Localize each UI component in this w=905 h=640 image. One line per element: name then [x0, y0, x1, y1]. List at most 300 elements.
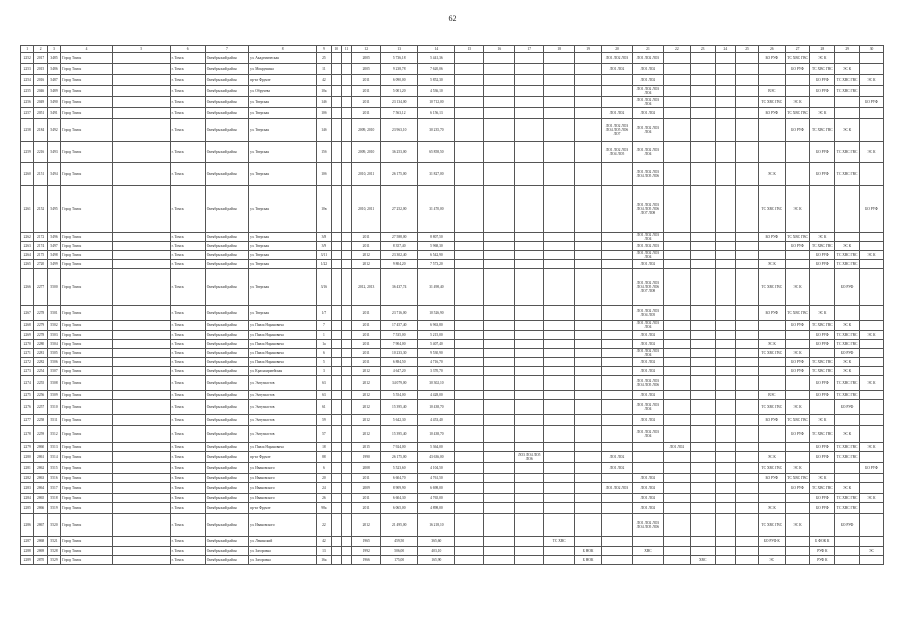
table-cell: 43 636,00 [418, 451, 455, 462]
table-cell [341, 242, 351, 251]
table-cell: Город Томск [61, 513, 113, 536]
table-cell [663, 242, 690, 251]
table-cell [736, 142, 759, 163]
table-cell [455, 97, 484, 108]
table-cell [715, 482, 736, 493]
table-cell [341, 375, 351, 390]
table-cell: 14б [317, 97, 331, 108]
table-cell: 21 495,00 [381, 513, 418, 536]
table-cell: ул. Ивановского [249, 482, 317, 493]
table-cell [331, 473, 341, 482]
table-cell [663, 536, 690, 546]
table-cell: Октябрьский район [205, 260, 248, 269]
table-cell [736, 390, 759, 399]
table-cell: ТС ХВС ГВС [758, 348, 785, 357]
table-cell: 2012 [352, 366, 381, 375]
table-cell [736, 108, 759, 119]
table-cell: 2012 [352, 399, 381, 414]
table-cell: 5495 [47, 186, 60, 233]
table-cell: 20 [317, 473, 331, 482]
table-cell [331, 390, 341, 399]
table-cell: 2861 [34, 451, 47, 462]
table-cell [112, 482, 170, 493]
table-cell: 2011 [352, 348, 381, 357]
table-cell [575, 493, 602, 502]
table-cell: Город Томск [61, 339, 113, 348]
table-cell: ЭС К [785, 462, 810, 473]
table-cell [663, 330, 690, 339]
table-cell [663, 390, 690, 399]
table-cell: 2866 [34, 502, 47, 513]
table-cell: ЛО1 ЛО2 [663, 442, 690, 451]
table-cell: 7 535,00 [381, 330, 418, 339]
table-cell [758, 75, 785, 86]
table-cell [331, 357, 341, 366]
table-cell: 2011 [352, 108, 381, 119]
table-cell [860, 390, 884, 399]
table-cell: 2012 [352, 425, 381, 442]
table-cell: БО РУФ [785, 357, 810, 366]
column-header: 12 [352, 46, 381, 53]
table-cell: 1966 [352, 555, 381, 564]
table-cell [575, 462, 602, 473]
table-cell: ЛО1 ЛО2 [602, 108, 633, 119]
table-cell: г. Томск [170, 451, 205, 462]
table-cell [690, 233, 715, 242]
table-cell [455, 242, 484, 251]
table-cell: 2268 [21, 321, 34, 330]
table-cell: 2172 [34, 233, 47, 242]
table-cell [341, 260, 351, 269]
table-cell: ТС ХВС ГВС [835, 330, 860, 339]
table-cell [715, 414, 736, 425]
table-cell: Октябрьский район [205, 546, 248, 555]
table-cell: г. Томск [170, 555, 205, 564]
table-cell: 3 370,70 [418, 366, 455, 375]
table-cell [112, 546, 170, 555]
table-cell [715, 399, 736, 414]
table-cell: БО РУФ [810, 442, 835, 451]
table-cell [785, 546, 810, 555]
table-cell [663, 186, 690, 233]
column-header: 5 [112, 46, 170, 53]
table-cell: ул. Тверская [249, 306, 317, 321]
table-cell [602, 260, 633, 269]
table-cell: Октябрьский район [205, 493, 248, 502]
table-cell: 7 620,06 [418, 64, 455, 75]
table-cell [715, 269, 736, 306]
table-cell [455, 357, 484, 366]
table-cell: 3 [317, 366, 331, 375]
table-cell [860, 425, 884, 442]
table-cell: 403,10 [418, 546, 455, 555]
table-cell [484, 260, 515, 269]
table-row [21, 555, 884, 564]
table-cell [331, 306, 341, 321]
table-cell [112, 321, 170, 330]
table-cell [341, 163, 351, 186]
table-cell: 10в [317, 186, 331, 233]
table-cell [663, 462, 690, 473]
table-cell: Город Томск [61, 425, 113, 442]
table-cell [860, 260, 884, 269]
table-cell: 2011 [352, 306, 381, 321]
table-cell: 2868 [34, 536, 47, 546]
table-cell: 2254 [21, 75, 34, 86]
table-cell [112, 330, 170, 339]
table-cell [455, 119, 484, 142]
table-cell: 5529 [47, 555, 60, 564]
table-cell: ул. Тверская [249, 119, 317, 142]
table-cell [785, 493, 810, 502]
table-cell [602, 493, 633, 502]
table-cell: 3/16 [317, 269, 331, 306]
table-cell [544, 75, 575, 86]
table-cell [515, 513, 544, 536]
table-cell [690, 546, 715, 555]
table-cell [575, 75, 602, 86]
table-cell [785, 163, 810, 186]
table-cell [484, 108, 515, 119]
table-cell: БО РУФ [810, 260, 835, 269]
table-cell [690, 97, 715, 108]
table-cell [455, 186, 484, 233]
table-cell [715, 64, 736, 75]
table-cell [715, 233, 736, 242]
table-cell [544, 119, 575, 142]
table-cell [736, 348, 759, 357]
table-cell: ЭС [860, 546, 884, 555]
table-cell: Город Томск [61, 64, 113, 75]
table-cell: г. Томск [170, 330, 205, 339]
table-cell [455, 399, 484, 414]
table-cell: г. Томск [170, 321, 205, 330]
table-cell [331, 330, 341, 339]
table-cell: 165,90 [418, 555, 455, 564]
column-header: 28 [810, 46, 835, 53]
table-cell [575, 186, 602, 233]
table-cell: 5504 [47, 339, 60, 348]
table-cell [632, 442, 663, 451]
table-cell [515, 86, 544, 97]
table-cell: БО РУФ [810, 330, 835, 339]
table-cell: 2259 [34, 425, 47, 442]
table-cell [690, 242, 715, 251]
column-header: 3 [47, 46, 60, 53]
column-header: 1 [21, 46, 34, 53]
table-cell [575, 108, 602, 119]
table-cell: 42 [317, 536, 331, 546]
table-cell [810, 513, 835, 536]
table-cell: г. Томск [170, 414, 205, 425]
table-cell: ЛО1 ЛО2 ЛО3 [602, 53, 633, 64]
table-cell [515, 442, 544, 451]
table-cell: 2267 [21, 306, 34, 321]
table-cell [515, 399, 544, 414]
table-cell [690, 513, 715, 536]
table-cell [715, 321, 736, 330]
table-cell: Октябрьский район [205, 451, 248, 462]
table-cell [860, 348, 884, 357]
table-cell: г. Томск [170, 390, 205, 399]
table-cell: 5 642,30 [381, 414, 418, 425]
table-row [21, 242, 884, 251]
table-cell: 18 [317, 442, 331, 451]
table-cell: ТС ХВС ГВС [810, 482, 835, 493]
table-cell: ЭС К [860, 75, 884, 86]
table-cell: 63 [317, 390, 331, 399]
table-cell [112, 425, 170, 442]
table-cell: 57 [317, 425, 331, 442]
table-cell: ТС ХВС [544, 536, 575, 546]
table-cell [331, 442, 341, 451]
table-cell [341, 366, 351, 375]
table-cell: ул. Тверская [249, 108, 317, 119]
table-row [21, 425, 884, 442]
table-cell: 2258 [21, 119, 34, 142]
table-cell: ТС ХВС ГВС [835, 260, 860, 269]
table-cell [602, 555, 633, 564]
table-cell [663, 64, 690, 75]
table-row [21, 142, 884, 163]
table-cell: 4 898,00 [418, 502, 455, 513]
table-cell [341, 502, 351, 513]
table-cell: ЛО1 ЛО2 ЛО3 ЛО4 ЛО5 ЛО6 [632, 375, 663, 390]
table-cell [331, 186, 341, 233]
table-cell: 5515 [47, 462, 60, 473]
table-cell: 5496 [47, 233, 60, 242]
table-cell: ЭС К [860, 375, 884, 390]
table-cell [575, 482, 602, 493]
table-cell: ТС ХВС ГВС [835, 442, 860, 451]
table-cell: Октябрьский район [205, 242, 248, 251]
table-cell: Город Томск [61, 330, 113, 339]
table-cell: Город Томск [61, 348, 113, 357]
table-cell: ул. Энтузиастов [249, 390, 317, 399]
table-cell [112, 451, 170, 462]
table-cell [860, 555, 884, 564]
table-cell: Город Томск [61, 75, 113, 86]
table-cell [860, 269, 884, 306]
table-cell: 26 [317, 493, 331, 502]
table-cell: ЭС К [835, 482, 860, 493]
table-cell [602, 233, 633, 242]
column-header: 21 [632, 46, 663, 53]
table-cell: 2011 [352, 473, 381, 482]
table-cell: 63 [317, 375, 331, 390]
table-cell: 2277 [34, 269, 47, 306]
table-cell [860, 86, 884, 97]
table-cell [575, 97, 602, 108]
table-cell [544, 260, 575, 269]
table-cell [810, 348, 835, 357]
table-cell: ЛО1 ЛО2 [632, 330, 663, 339]
table-cell: 5513 [47, 442, 60, 451]
table-cell: 2284 [21, 493, 34, 502]
table-cell [602, 330, 633, 339]
table-cell [663, 451, 690, 462]
table-cell [663, 108, 690, 119]
table-cell: ЛО1 ЛО2 [632, 493, 663, 502]
table-cell: Город Томск [61, 390, 113, 399]
table-cell [484, 414, 515, 425]
table-cell: 2012 [352, 260, 381, 269]
table-cell: ЛО1 ЛО2 ЛО3 ЛО4 [632, 119, 663, 142]
table-cell: Город Томск [61, 451, 113, 462]
table-cell: 10 438,70 [418, 399, 455, 414]
table-cell: ТС ХВС ГВС [835, 375, 860, 390]
table-cell [515, 357, 544, 366]
table-cell [758, 366, 785, 375]
table-cell: БО РУФ [785, 425, 810, 442]
table-cell: пр-кт Фрунзе [249, 502, 317, 513]
table-cell: ЛО1 ЛО2 [632, 64, 663, 75]
table-cell: 2869 [34, 546, 47, 555]
table-cell [690, 493, 715, 502]
table-cell [736, 321, 759, 330]
table-cell: ул. Ленинский [249, 536, 317, 546]
table-cell: Город Томск [61, 186, 113, 233]
table-row [21, 357, 884, 366]
table-cell [455, 321, 484, 330]
table-cell: ЭС К [785, 399, 810, 414]
table-cell: ТС ХВС ГВС [758, 462, 785, 473]
table-cell [736, 555, 759, 564]
table-cell [331, 251, 341, 260]
table-cell: 5502 [47, 321, 60, 330]
table-cell [736, 366, 759, 375]
table-cell [736, 502, 759, 513]
table-cell [690, 414, 715, 425]
table-cell [715, 108, 736, 119]
table-cell: 2263 [21, 242, 34, 251]
table-cell [736, 53, 759, 64]
table-cell [860, 357, 884, 366]
table-cell [112, 142, 170, 163]
table-cell [544, 482, 575, 493]
table-cell: БО РУФ [810, 493, 835, 502]
table-cell [112, 251, 170, 260]
table-cell [515, 53, 544, 64]
table-cell [690, 251, 715, 260]
table-cell [736, 97, 759, 108]
table-cell: 2255 [21, 86, 34, 97]
table-cell: ЛО1 ЛО2 ЛО3 ЛО4 ЛО5 ЛО6 ЛО7 [602, 119, 633, 142]
table-row [21, 64, 884, 75]
table-cell [331, 399, 341, 414]
table-cell [758, 242, 785, 251]
table-cell: ЛО1 ЛО2 ЛО3 ЛО4 [632, 425, 663, 442]
table-cell: 5 001,20 [381, 86, 418, 97]
table-cell: ЛО1 ЛО2 [602, 451, 633, 462]
table-cell [860, 482, 884, 493]
table-cell: г. Томск [170, 269, 205, 306]
table-cell [515, 482, 544, 493]
table-cell [860, 306, 884, 321]
table-cell: ЭС К [810, 233, 835, 242]
table-cell [575, 251, 602, 260]
table-cell [663, 473, 690, 482]
table-cell: ЭС К [785, 513, 810, 536]
table-cell: ул. Обручева [249, 86, 317, 97]
table-cell [331, 242, 341, 251]
table-cell: ЛО1 ЛО2 ЛО3 ЛО4 [632, 86, 663, 97]
table-cell: ул. Энтузиастов [249, 399, 317, 414]
table-cell [515, 493, 544, 502]
table-cell [484, 399, 515, 414]
column-header: 18 [544, 46, 575, 53]
table-cell [455, 375, 484, 390]
table-cell: 6 963,80 [418, 321, 455, 330]
table-cell [455, 555, 484, 564]
table-cell: г. Томск [170, 357, 205, 366]
table-cell [715, 473, 736, 482]
table-cell [736, 86, 759, 97]
table-cell [632, 536, 663, 546]
table-cell [544, 242, 575, 251]
table-cell: Октябрьский район [205, 119, 248, 142]
table-cell: 2012 [352, 390, 381, 399]
table-cell [602, 442, 633, 451]
table-cell [575, 357, 602, 366]
table-cell [663, 251, 690, 260]
table-cell: г. Томск [170, 442, 205, 451]
table-cell: 2285 [21, 502, 34, 513]
table-row [21, 251, 884, 260]
table-cell: Город Томск [61, 482, 113, 493]
table-cell [690, 462, 715, 473]
table-cell [690, 64, 715, 75]
table-cell: 2011 [352, 242, 381, 251]
table-cell [331, 339, 341, 348]
table-cell: 2011 [352, 357, 381, 366]
table-cell [736, 482, 759, 493]
table-cell [484, 86, 515, 97]
column-header: 11 [341, 46, 351, 53]
table-cell [112, 306, 170, 321]
table-cell: ул. Ивановского [249, 513, 317, 536]
table-cell: 5489 [47, 86, 60, 97]
table-cell: РУФ К [810, 555, 835, 564]
table-cell [602, 339, 633, 348]
table-cell [515, 119, 544, 142]
table-cell [331, 97, 341, 108]
table-row [21, 86, 884, 97]
table-cell [663, 425, 690, 442]
table-cell [690, 536, 715, 546]
table-cell [575, 375, 602, 390]
table-cell: Город Томск [61, 269, 113, 306]
table-cell [736, 375, 759, 390]
table-cell: 2151 [34, 163, 47, 186]
table-row [21, 53, 884, 64]
table-header-row [21, 46, 884, 53]
table-cell: ЭС К [785, 269, 810, 306]
table-cell: г. Томск [170, 339, 205, 348]
table-cell: 2266 [21, 269, 34, 306]
table-cell: 9 804,20 [381, 260, 418, 269]
table-cell: г. Томск [170, 163, 205, 186]
table-cell: ЭС К [835, 242, 860, 251]
table-cell: 22 [317, 513, 331, 536]
column-header: 25 [736, 46, 759, 53]
table-cell: 10 233,30 [381, 348, 418, 357]
table-cell: 2259 [21, 142, 34, 163]
table-cell [112, 399, 170, 414]
table-cell [544, 186, 575, 233]
table-cell: 5503 [47, 330, 60, 339]
table-cell [112, 163, 170, 186]
